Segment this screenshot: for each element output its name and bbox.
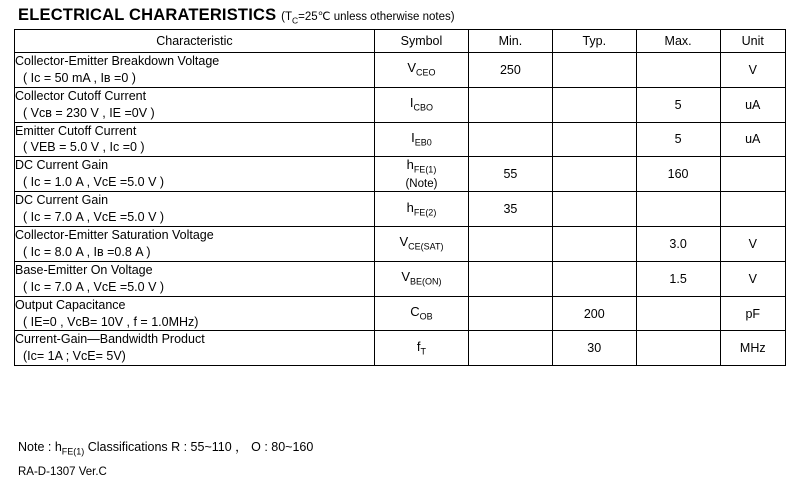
symbol-note: (Note) bbox=[405, 177, 438, 190]
characteristic-name: Base-Emitter On Voltage bbox=[15, 262, 153, 277]
cell-max bbox=[636, 192, 720, 227]
cell-min bbox=[468, 261, 552, 296]
cell-min bbox=[468, 87, 552, 122]
symbol-base: h bbox=[406, 157, 414, 173]
cell-typ bbox=[552, 53, 636, 88]
symbol-subscript: T bbox=[420, 346, 427, 357]
symbol-base: C bbox=[410, 303, 420, 319]
table-header-row bbox=[15, 30, 786, 53]
characteristic-condition: ( Iс = 1.0 A , VсЕ =5.0 V ) bbox=[23, 175, 165, 190]
cell-unit: V bbox=[720, 227, 785, 262]
cell-min bbox=[468, 227, 552, 262]
symbol-base: V bbox=[399, 234, 409, 250]
characteristic-name: DC Current Gain bbox=[15, 158, 109, 173]
symbol-subscript: FE(2) bbox=[413, 207, 437, 218]
cell-typ bbox=[552, 157, 636, 192]
characteristic-name: Collector-Emitter Saturation Voltage bbox=[15, 228, 214, 243]
column-header-characteristic: Characteristic bbox=[15, 30, 375, 53]
cell-typ bbox=[552, 261, 636, 296]
document-id: RA-D-1307 Ver.C bbox=[18, 466, 107, 478]
cell-unit: uA bbox=[720, 87, 785, 122]
condition-rest: =25℃ unless otherwise notes) bbox=[298, 11, 455, 23]
cell-min bbox=[468, 122, 552, 157]
symbol-base: V bbox=[401, 269, 411, 285]
footnote-prefix: Note : h bbox=[18, 440, 62, 454]
column-header-unit: Unit bbox=[720, 30, 785, 53]
cell-symbol bbox=[374, 122, 468, 157]
column-header-max: Max. bbox=[636, 30, 720, 53]
cell-max: 3.0 bbox=[636, 227, 720, 262]
table-row bbox=[15, 331, 786, 366]
condition-prefix: (T bbox=[281, 11, 292, 23]
cell-unit: pF bbox=[720, 296, 785, 331]
cell-characteristic bbox=[15, 157, 375, 192]
cell-typ bbox=[552, 192, 636, 227]
cell-min bbox=[468, 331, 552, 366]
page-title bbox=[18, 6, 455, 25]
cell-characteristic bbox=[15, 192, 375, 227]
table-row bbox=[15, 122, 786, 157]
cell-characteristic bbox=[15, 261, 375, 296]
cell-symbol bbox=[374, 192, 468, 227]
cell-symbol bbox=[374, 261, 468, 296]
cell-unit: uA bbox=[720, 122, 785, 157]
cell-max bbox=[636, 53, 720, 88]
symbol-subscript: FE(1) bbox=[413, 164, 437, 175]
characteristic-name: Collector Cutoff Current bbox=[15, 88, 147, 103]
cell-characteristic bbox=[15, 331, 375, 366]
footnote-rest: Classifications R : 55~110 ， O : 80~160 bbox=[84, 440, 314, 454]
cell-symbol bbox=[374, 331, 468, 366]
characteristic-condition: ( Iс = 7.0 A , VсЕ =5.0 V ) bbox=[23, 279, 165, 294]
cell-max bbox=[636, 331, 720, 366]
characteristic-condition: ( Iс = 7.0 A , VсЕ =5.0 V ) bbox=[23, 210, 165, 225]
cell-characteristic bbox=[15, 87, 375, 122]
symbol-subscript: CBO bbox=[413, 102, 434, 113]
cell-max: 1.5 bbox=[636, 261, 720, 296]
column-header-typ: Typ. bbox=[552, 30, 636, 53]
cell-characteristic bbox=[15, 296, 375, 331]
cell-characteristic bbox=[15, 122, 375, 157]
cell-symbol bbox=[374, 87, 468, 122]
characteristic-name: DC Current Gain bbox=[15, 193, 109, 208]
characteristic-name: Current-Gain—Bandwidth Product bbox=[15, 332, 205, 347]
condition-subscript: C bbox=[291, 15, 299, 26]
symbol-subscript: CE(SAT) bbox=[408, 242, 444, 253]
symbol-subscript: EB0 bbox=[414, 137, 432, 148]
column-header-min: Min. bbox=[468, 30, 552, 53]
symbol-base: I bbox=[411, 129, 415, 145]
characteristic-condition: ( Iс = 8.0 A , Iв =0.8 A ) bbox=[23, 245, 151, 260]
electrical-characteristics-table bbox=[14, 29, 786, 366]
cell-min: 250 bbox=[468, 53, 552, 88]
table-row bbox=[15, 53, 786, 88]
symbol-base: I bbox=[409, 94, 414, 110]
table-row bbox=[15, 296, 786, 331]
cell-unit: MHz bbox=[720, 331, 785, 366]
cell-symbol bbox=[374, 227, 468, 262]
characteristic-condition: ( Vсв = 230 V , IЕ =0V ) bbox=[23, 105, 155, 120]
cell-typ bbox=[552, 87, 636, 122]
cell-max: 5 bbox=[636, 122, 720, 157]
cell-unit bbox=[720, 192, 785, 227]
cell-symbol bbox=[374, 157, 468, 192]
characteristic-condition: ( IЕ=0 , VсВ= 10V , f = 1.0MHz) bbox=[23, 314, 199, 329]
table-body bbox=[15, 53, 786, 366]
cell-symbol bbox=[374, 53, 468, 88]
table-row bbox=[15, 157, 786, 192]
cell-unit: V bbox=[720, 53, 785, 88]
symbol-base: h bbox=[406, 199, 414, 215]
cell-max bbox=[636, 296, 720, 331]
page-title-condition bbox=[281, 11, 455, 26]
symbol-subscript: BE(ON) bbox=[410, 276, 442, 287]
table-row bbox=[15, 261, 786, 296]
cell-characteristic bbox=[15, 227, 375, 262]
characteristic-name: Output Capacitance bbox=[15, 297, 126, 312]
cell-max: 160 bbox=[636, 157, 720, 192]
column-header-symbol: Symbol bbox=[374, 30, 468, 53]
cell-min bbox=[468, 296, 552, 331]
cell-typ: 200 bbox=[552, 296, 636, 331]
cell-typ bbox=[552, 227, 636, 262]
page-title-text: ELECTRICAL CHARATERISTICS bbox=[18, 6, 277, 24]
table-header bbox=[15, 30, 786, 53]
cell-unit: V bbox=[720, 261, 785, 296]
table-row bbox=[15, 192, 786, 227]
footnote-subscript: FE(1) bbox=[61, 446, 85, 457]
cell-typ bbox=[552, 122, 636, 157]
footnote bbox=[18, 437, 313, 457]
cell-max: 5 bbox=[636, 87, 720, 122]
characteristic-condition: ( VЕВ = 5.0 V , Iс =0 ) bbox=[23, 140, 145, 155]
symbol-base: V bbox=[407, 60, 417, 76]
cell-characteristic bbox=[15, 53, 375, 88]
cell-min: 55 bbox=[468, 157, 552, 192]
table-row bbox=[15, 87, 786, 122]
symbol-subscript: OB bbox=[419, 311, 433, 322]
characteristic-condition: ( Iс = 50 mA , Iв =0 ) bbox=[23, 70, 136, 85]
table-row bbox=[15, 227, 786, 262]
characteristic-condition: (Iс= 1A ; VсЕ= 5V) bbox=[23, 349, 126, 364]
cell-symbol bbox=[374, 296, 468, 331]
symbol-subscript: CEO bbox=[416, 67, 436, 78]
characteristic-name: Emitter Cutoff Current bbox=[15, 123, 137, 138]
characteristic-name: Collector-Emitter Breakdown Voltage bbox=[15, 54, 220, 68]
symbol-base: f bbox=[416, 338, 421, 354]
cell-min: 35 bbox=[468, 192, 552, 227]
cell-unit bbox=[720, 157, 785, 192]
cell-typ: 30 bbox=[552, 331, 636, 366]
